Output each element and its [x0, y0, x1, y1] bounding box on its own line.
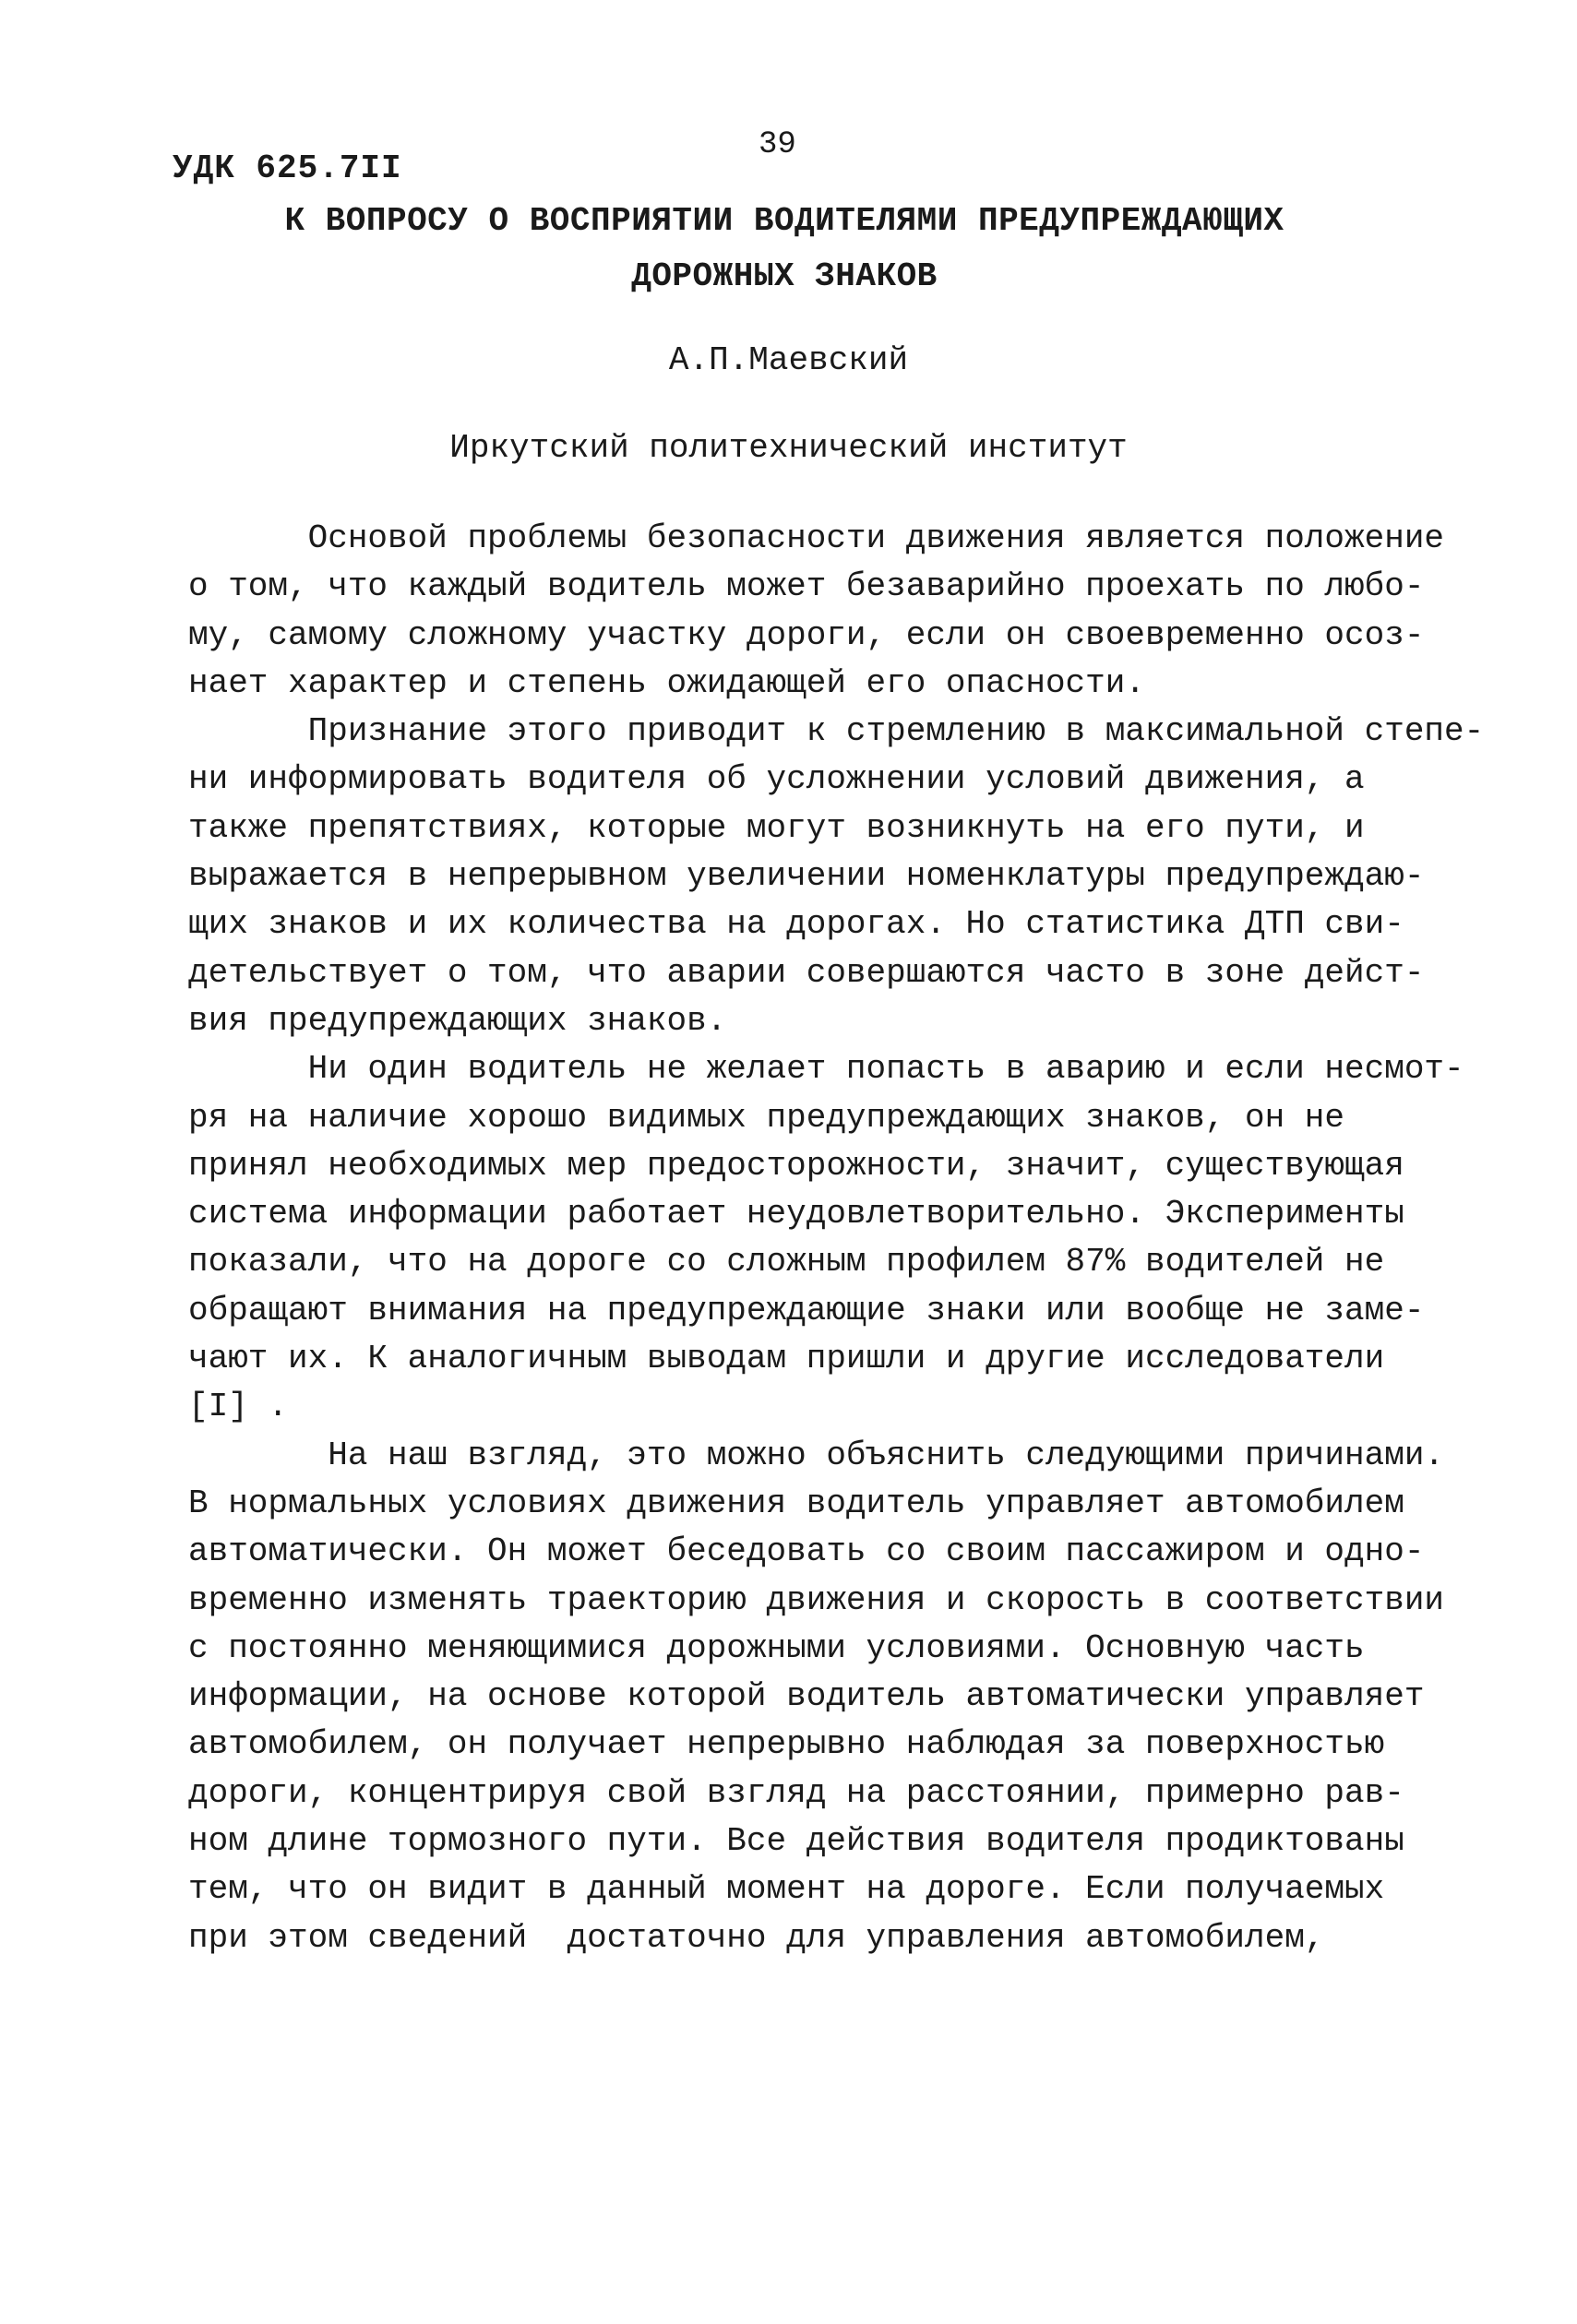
text-line: вия предупреждающих знаков.	[188, 1001, 727, 1040]
paragraph	[188, 1432, 1445, 1962]
paragraph	[188, 1045, 1464, 1431]
text-line: при этом сведений достаточно для управления автомобилем,	[188, 1918, 1325, 1957]
text-line: тем, что он видит в данный момент на дороге. Если получаемых	[188, 1870, 1385, 1909]
paragraph	[188, 515, 1445, 708]
text-line: В нормальных условиях движения водитель управляет автомобилем	[188, 1484, 1404, 1522]
text-line: показали, что на дороге со сложным профилем 87% водителей не	[188, 1243, 1385, 1281]
text-line: щих знаков и их количества на дорогах. Но статистика ДТП сви-	[188, 905, 1404, 944]
text-line: автоматически. Он может беседовать со своим пассажиром и одно-	[188, 1532, 1425, 1571]
text-line: Основой проблемы безопасности движения является положение	[188, 519, 1445, 557]
paragraph	[188, 708, 1485, 1045]
text-line: также препятствиях, которые могут возникнуть на его пути, и	[188, 808, 1365, 847]
text-line: ря на наличие хорошо видимых предупреждающих знаков, он не	[188, 1098, 1345, 1137]
text-line: ни информировать водителя об усложнении условий движения, а	[188, 760, 1365, 799]
title-line-2: ДОРОЖНЫХ ЗНАКОВ	[631, 257, 938, 295]
text-line: [I] .	[188, 1388, 289, 1426]
page-number: 39	[759, 127, 796, 162]
text-line: детельствует о том, что аварии совершаются часто в зоне дейст-	[188, 953, 1425, 992]
text-line: чают их. К аналогичным выводам пришли и другие исследователи	[188, 1340, 1385, 1378]
text-line: Признание этого приводит к стремлению в максимальной степе-	[188, 712, 1485, 751]
text-line: На наш взгляд, это можно объяснить следующими причинами.	[188, 1436, 1445, 1474]
udk-code: УДК 625.7II	[173, 149, 402, 187]
text-line: о том, что каждый водитель может безаварийно проехать по любо-	[188, 567, 1425, 606]
text-line: нает характер и степень ожидающей его опасности.	[188, 663, 1145, 702]
text-line: дороги, концентрируя свой взгляд на расстоянии, примерно рав-	[188, 1773, 1404, 1812]
text-line: му, самому сложному участку дороги, если он своевременно осоз-	[188, 615, 1425, 654]
text-line: принял необходимых мер предосторожности, значит, существующая	[188, 1146, 1404, 1185]
text-line: информации, на основе которой водитель автоматически управляет	[188, 1677, 1425, 1716]
author-name: А.П.Маевский	[668, 341, 909, 379]
paper-title	[185, 194, 1384, 304]
institution: Иркутский политехнический институт	[449, 429, 1128, 467]
text-line: система информации работает неудовлетворительно. Эксперименты	[188, 1195, 1404, 1234]
title-line-1: К ВОПРОСУ О ВОСПРИЯТИИ ВОДИТЕЛЯМИ ПРЕДУПРЕЖДАЮЩИХ	[284, 202, 1284, 240]
text-line: обращают внимания на предупреждающие знаки или вообще не заме-	[188, 1291, 1425, 1329]
text-line: выражается в непрерывном увеличении номенклатуры предупреждаю-	[188, 857, 1425, 896]
body-text	[188, 515, 1485, 1962]
text-line: ном длине тормозного пути. Все действия водителя продиктованы	[188, 1822, 1404, 1861]
text-line: временно изменять траекторию движения и скорость в соответствии	[188, 1580, 1445, 1619]
text-line: с постоянно меняющимися дорожными условиями. Основную часть	[188, 1628, 1365, 1667]
text-line: Ни один водитель не желает попасть в аварию и если несмот-	[188, 1050, 1464, 1089]
text-line: автомобилем, он получает непрерывно наблюдая за поверхностью	[188, 1725, 1385, 1764]
